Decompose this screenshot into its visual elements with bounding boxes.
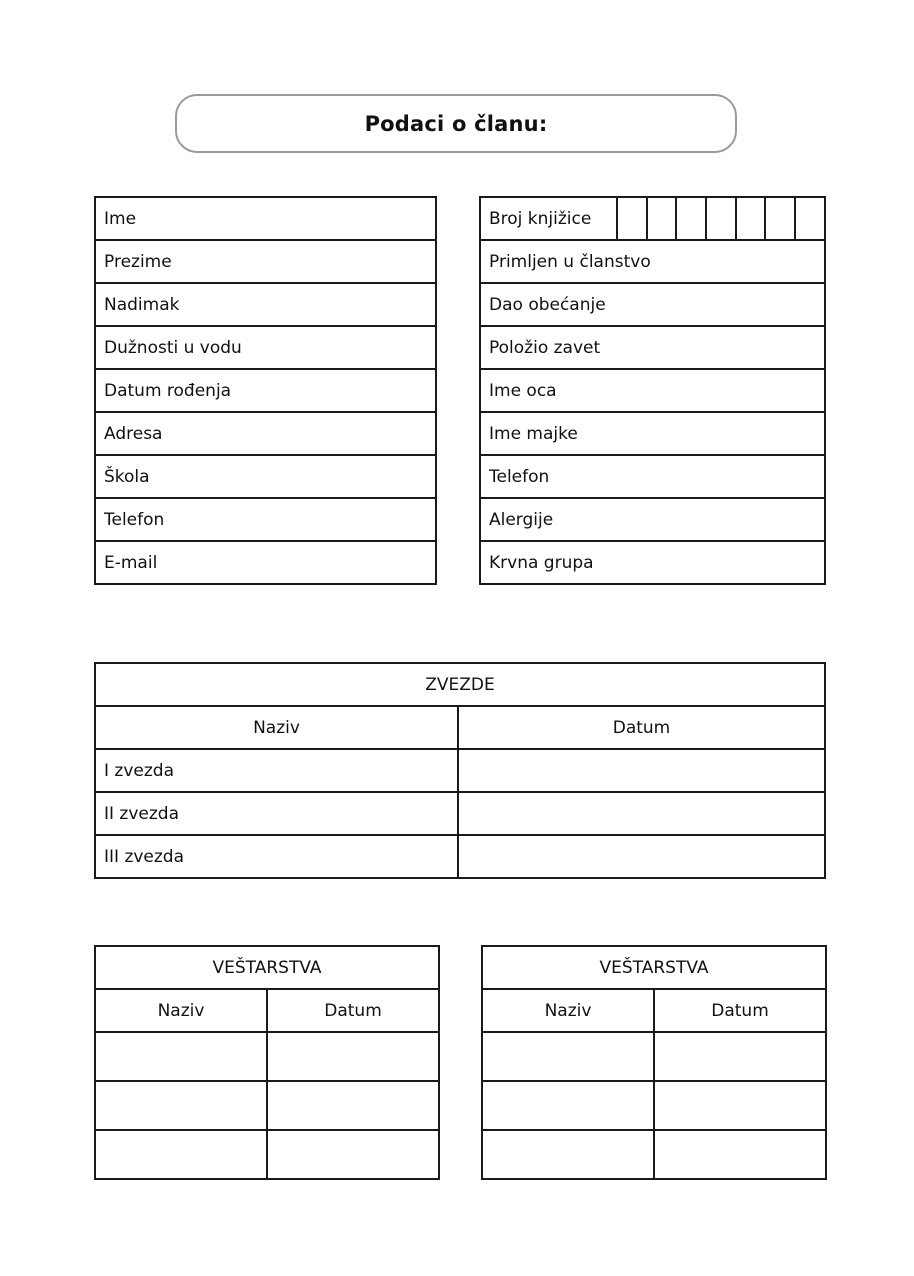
skill-name-cell[interactable] <box>482 1032 654 1081</box>
card-number-digit-box[interactable] <box>765 197 795 240</box>
field-label: Alergije <box>480 498 825 541</box>
table-row <box>95 455 436 498</box>
skill-date-cell[interactable] <box>654 1081 826 1130</box>
table-row <box>482 1130 826 1179</box>
table-row <box>95 240 436 283</box>
table-row <box>482 1081 826 1130</box>
card-number-digit-box[interactable] <box>795 197 825 240</box>
skill-date-cell[interactable] <box>267 1130 439 1179</box>
card-number-digit-box[interactable] <box>647 197 677 240</box>
field-label: Škola <box>95 455 436 498</box>
column-header-name: Naziv <box>95 989 267 1032</box>
field-label: Dao obećanje <box>480 283 825 326</box>
column-header-date: Datum <box>654 989 826 1032</box>
field-label: Krvna grupa <box>480 541 825 584</box>
field-label: Telefon <box>95 498 436 541</box>
table-row <box>95 1032 439 1081</box>
table-row <box>95 283 436 326</box>
table-row <box>480 326 825 369</box>
table-row <box>95 498 436 541</box>
table-row <box>95 1081 439 1130</box>
table-row <box>95 706 825 749</box>
field-label: Ime oca <box>480 369 825 412</box>
skill-name-cell[interactable] <box>95 1032 267 1081</box>
table-row <box>95 663 825 706</box>
table-row <box>480 197 825 240</box>
star-name: II zvezda <box>95 792 458 835</box>
stars-table <box>94 662 826 879</box>
table-row <box>95 197 436 240</box>
table-row <box>480 412 825 455</box>
skill-date-cell[interactable] <box>654 1032 826 1081</box>
skills-heading: VEŠTARSTVA <box>482 946 826 989</box>
table-row <box>95 1130 439 1179</box>
card-number-digit-box[interactable] <box>676 197 706 240</box>
skill-date-cell[interactable] <box>654 1130 826 1179</box>
star-name: I zvezda <box>95 749 458 792</box>
star-date-cell[interactable] <box>458 835 825 878</box>
table-row <box>482 1032 826 1081</box>
table-row <box>95 369 436 412</box>
table-row <box>480 283 825 326</box>
table-row <box>95 412 436 455</box>
table-row <box>95 326 436 369</box>
table-row <box>480 455 825 498</box>
field-label: Položio zavet <box>480 326 825 369</box>
member-info-table <box>94 196 437 585</box>
skills-table-right <box>481 945 827 1180</box>
table-row <box>95 541 436 584</box>
field-label: Telefon <box>480 455 825 498</box>
field-label: Ime majke <box>480 412 825 455</box>
field-label: Nadimak <box>95 283 436 326</box>
column-header-date: Datum <box>267 989 439 1032</box>
star-name: III zvezda <box>95 835 458 878</box>
star-date-cell[interactable] <box>458 792 825 835</box>
stars-heading: ZVEZDE <box>95 663 825 706</box>
field-label: Datum rođenja <box>95 369 436 412</box>
field-label: Adresa <box>95 412 436 455</box>
table-row <box>482 989 826 1032</box>
table-row <box>482 946 826 989</box>
skill-name-cell[interactable] <box>95 1081 267 1130</box>
column-header-name: Naziv <box>95 706 458 749</box>
membership-info-table <box>479 196 826 585</box>
card-number-digit-box[interactable] <box>736 197 766 240</box>
field-label: Ime <box>95 197 436 240</box>
star-date-cell[interactable] <box>458 749 825 792</box>
table-row <box>95 835 825 878</box>
table-row <box>480 498 825 541</box>
table-row <box>480 240 825 283</box>
card-number-digit-box[interactable] <box>617 197 647 240</box>
table-row <box>95 946 439 989</box>
table-row <box>480 541 825 584</box>
table-row <box>95 792 825 835</box>
skill-name-cell[interactable] <box>95 1130 267 1179</box>
column-header-name: Naziv <box>482 989 654 1032</box>
field-label: Prezime <box>95 240 436 283</box>
column-header-date: Datum <box>458 706 825 749</box>
table-row <box>95 989 439 1032</box>
skill-name-cell[interactable] <box>482 1130 654 1179</box>
field-label: Primljen u članstvo <box>480 240 825 283</box>
table-row <box>95 749 825 792</box>
field-label: E-mail <box>95 541 436 584</box>
page-title: Podaci o članu: <box>175 94 737 153</box>
skill-date-cell[interactable] <box>267 1081 439 1130</box>
card-number-digit-box[interactable] <box>706 197 736 240</box>
skill-date-cell[interactable] <box>267 1032 439 1081</box>
field-label: Broj knjižice <box>480 197 617 240</box>
skills-table-left <box>94 945 440 1180</box>
skill-name-cell[interactable] <box>482 1081 654 1130</box>
skills-heading: VEŠTARSTVA <box>95 946 439 989</box>
table-row <box>480 369 825 412</box>
field-label: Dužnosti u vodu <box>95 326 436 369</box>
